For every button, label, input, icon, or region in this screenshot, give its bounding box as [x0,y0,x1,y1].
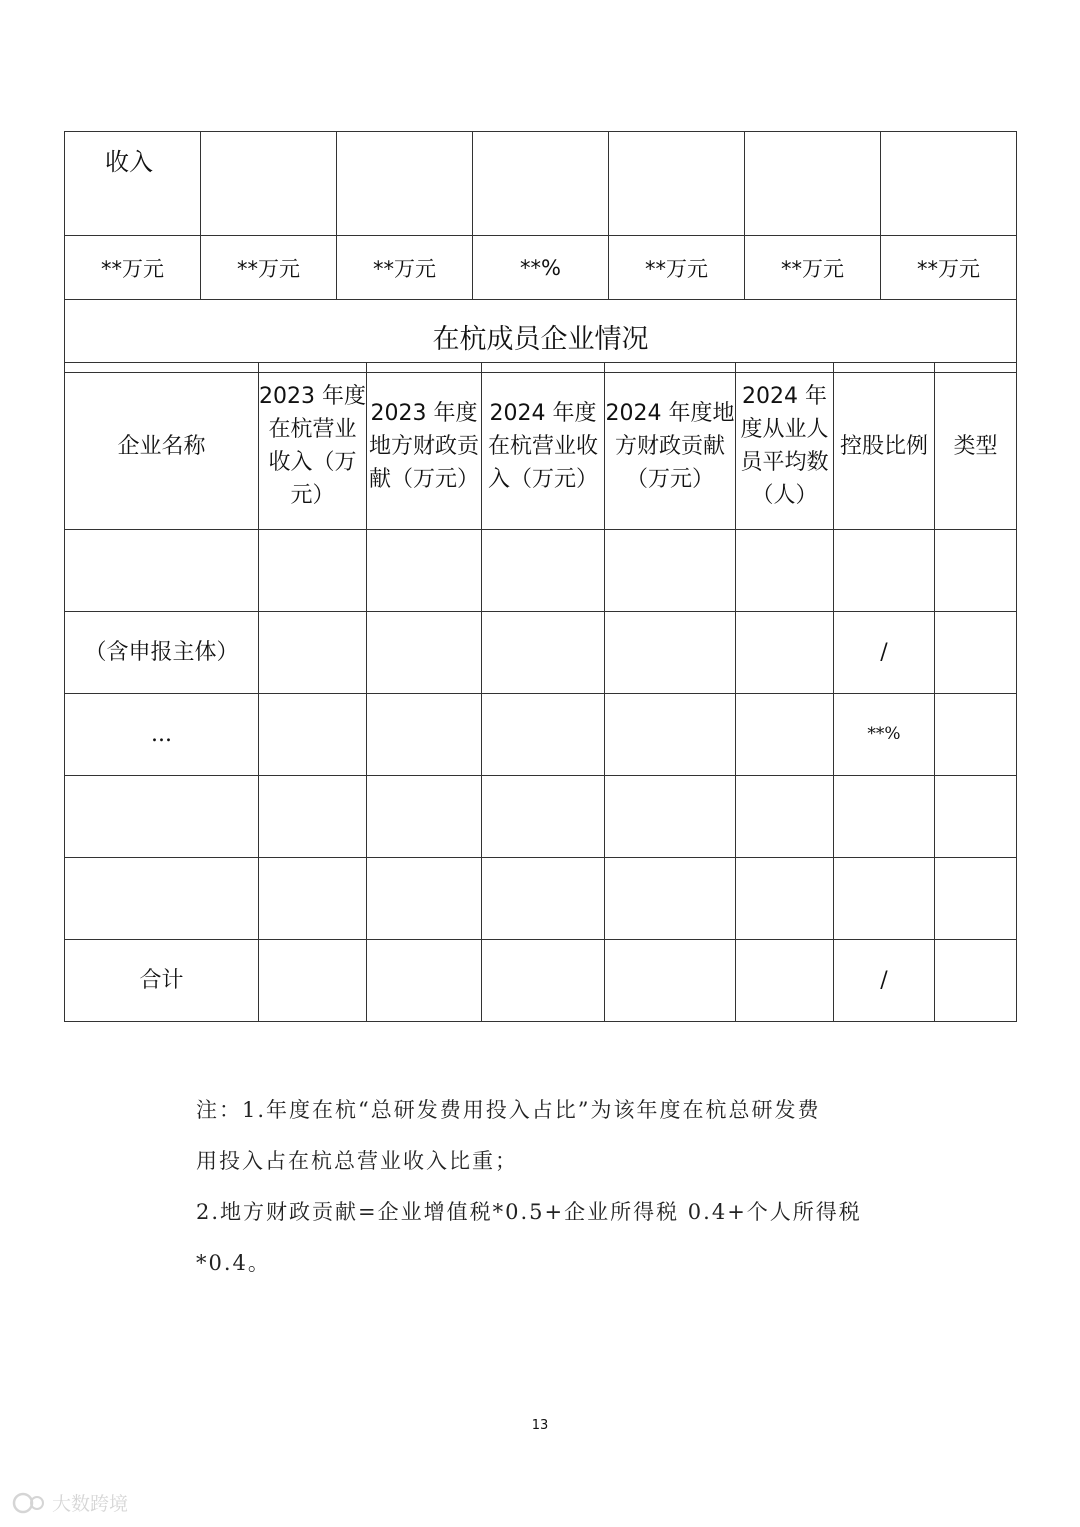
table-cell [605,858,736,940]
table-cell [367,776,482,858]
header-2024-fiscal: 2024 年度地方财政贡献（万元） [605,363,736,530]
income-header-row [65,132,1017,236]
value-cell: **万元 [609,236,745,300]
table-cell: ... [65,694,259,776]
table-cell [65,530,259,612]
summary-table [64,131,1017,373]
table-cell [935,694,1017,776]
header-2024-employees: 2024 年度从业人员平均数（人） [736,363,834,530]
table-cell [482,530,605,612]
table-row [65,694,1017,776]
section-title: 在杭成员企业情况 [65,300,1017,373]
blank-cell [473,132,609,236]
value-cell: **万元 [337,236,473,300]
note-line: 用投入占在杭总营业收入比重； [196,1149,518,1173]
table-cell [259,612,367,694]
note-line: 2.地方财政贡献=企业增值税*0.5+企业所得税 0.4+个人所得税 [196,1200,862,1224]
table-cell [834,858,935,940]
table-cell [935,858,1017,940]
table-cell [259,858,367,940]
blank-cell [881,132,1017,236]
watermark-text: 大数跨境 [52,1493,129,1515]
table-cell [736,530,834,612]
table-cell [605,612,736,694]
table-cell [736,940,834,1022]
header-2024-revenue: 2024 年度在杭营业收入（万元） [482,363,605,530]
table-cell [482,612,605,694]
blank-cell [609,132,745,236]
table-cell [65,776,259,858]
note-line: 注：1.年度在杭“总研发费用投入占比”为该年度在杭总研发费 [196,1098,821,1122]
table-cell [482,858,605,940]
member-companies-table [64,362,1017,1022]
total-row [65,940,1017,1022]
table-cell [935,612,1017,694]
table-cell: / [834,940,935,1022]
note-line: *0.4。 [196,1251,271,1275]
table-cell [367,530,482,612]
page-number: 13 [531,1418,549,1433]
table-cell [834,776,935,858]
table-header-row [65,363,1017,530]
table-cell [605,776,736,858]
table-row [65,612,1017,694]
table-cell: **% [834,694,935,776]
table-cell [935,776,1017,858]
table-cell [605,940,736,1022]
table-cell [367,858,482,940]
table-cell [605,530,736,612]
table-cell [367,940,482,1022]
table-cell [259,694,367,776]
blank-cell [337,132,473,236]
header-type: 类型 [935,363,1017,530]
table-cell [736,612,834,694]
table-row [65,858,1017,940]
blank-cell [745,132,881,236]
table-cell: / [834,612,935,694]
table-cell [605,694,736,776]
table-cell [736,776,834,858]
table-cell [482,776,605,858]
table-cell [736,858,834,940]
table-cell [935,530,1017,612]
value-cell: **% [473,236,609,300]
table-cell [834,530,935,612]
income-label: 收入 [65,132,201,236]
header-2023-revenue: 2023 年度在杭营业收入（万元） [259,363,367,530]
table-cell: （含申报主体） [65,612,259,694]
value-cell: **万元 [881,236,1017,300]
table-cell [259,530,367,612]
table-cell [65,858,259,940]
table-cell [367,612,482,694]
table-cell [367,694,482,776]
table-cell [482,940,605,1022]
table-row [65,776,1017,858]
header-company-name: 企业名称 [65,363,259,530]
value-cell: **万元 [745,236,881,300]
value-cell: **万元 [65,236,201,300]
table-row [65,530,1017,612]
total-label: 合计 [65,940,259,1022]
value-cell: **万元 [201,236,337,300]
watermark-logo [10,1488,150,1518]
table-cell [259,940,367,1022]
header-2023-fiscal: 2023 年度地方财政贡献（万元） [367,363,482,530]
values-row [65,236,1017,300]
table-cell [935,940,1017,1022]
blank-cell [201,132,337,236]
table-cell [736,694,834,776]
table-cell [482,694,605,776]
header-holding-ratio: 控股比例 [834,363,935,530]
table-cell [259,776,367,858]
